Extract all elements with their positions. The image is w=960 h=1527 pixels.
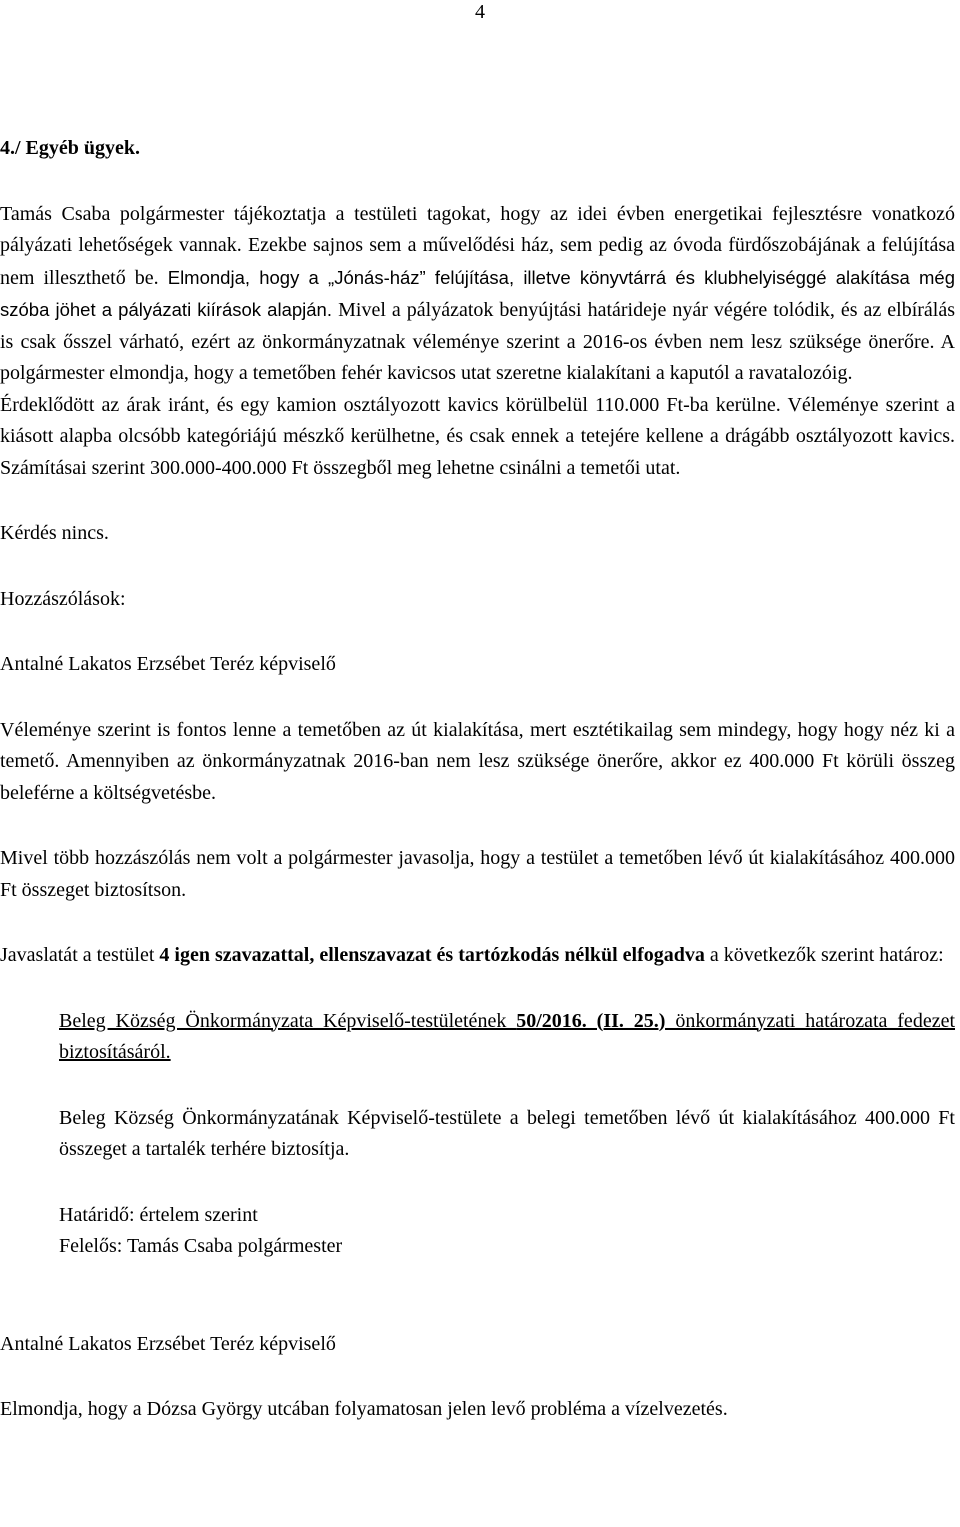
price-paragraph: Érdeklődött az árak iránt, és egy kamion osztályozott kavics körülbelül 110.000 Ft-ba kerülne. Véleménye szerint a kiásott alapba olcsóbb kategóriájú mészkő kerülhetne, és csak ennek a tetejére kellene a drágább osztályozott kavics. Számításai szerint 300.000-400.000 Ft összegből meg lehetne csinálni a temetői utat.	[0, 393, 955, 479]
vote-result	[0, 940, 955, 972]
resolution-number: 50/2016. (II. 25.)	[516, 1009, 666, 1032]
resolution-body: Beleg Község Önkormányzatának Képviselő-testülete a belegi temetőben lévő út kialakításához 400.000 Ft összeget a tartalék terhére biztosítja.	[59, 1106, 955, 1160]
resolution-title	[59, 1006, 955, 1069]
report-text-b: Elmondja, hogy a „Jónás-ház” felújítása, illetve könyvtárrá és klubhelyiséggé alakítása még szóba jöhet a pályázati kiírások alapján.	[0, 266, 956, 320]
resolution-responsible: Felelős: Tamás Csaba polgármester	[59, 1235, 343, 1257]
report-text-a: Tamás Csaba polgármester tájékoztatja a testületi tagokat, hogy az idei évben energetikai fejlesztésre vonatkozó pályázati lehetőségek vannak. Ezekbe sajnos sem a művelődési ház, sem pedig az óvoda fürdőszobájának a felújítása nem illeszthető be.	[0, 202, 955, 289]
mayor-report-paragraph	[0, 199, 955, 390]
speaker-name: Antalné Lakatos Erzsébet Teréz képviselő	[0, 653, 336, 675]
vote-suffix: a következők szerint határoz:	[704, 944, 944, 966]
resolution-title-a: Beleg Község Önkormányzata Képviselő-testületének	[59, 1009, 517, 1032]
no-questions: Kérdés nincs.	[0, 522, 109, 544]
resolution-title-c: önkormányzati határozata fedezet biztosításáról.	[59, 1009, 956, 1063]
vote-bold: 4 igen szavazattal, ellenszavazat és tartózkodás nélkül elfogadva	[159, 944, 705, 966]
speaker-comment: Véleménye szerint is fontos lenne a temetőben az út kialakítása, mert esztétikailag sem mindegy, hogy hogy néz ki a temető. Amennyiben az önkormányzatnak 2016-ban nem lesz szüksége önerőre, akkor ez 400.000 Ft körüli összeg beleférne a költségvetésbe.	[0, 718, 955, 804]
page-number: 4	[475, 1, 485, 23]
report-text-c: Mivel a pályázatok benyújtási határideje nyár végére tolódik, és az elbírálás is csak ősszel várható, ezért az önkormányzatnak véleménye szerint a 2016-os évben nem lesz szüksége önerőre. A polgármester elmondja, hogy a temetőben fehér kavicsos utat szeretne kialakítani a kaputól a ravatalozóig.	[0, 299, 955, 384]
resolution-deadline: Határidő: értelem szerint	[59, 1203, 258, 1226]
mayor-proposal: Mivel több hozzászólás nem volt a polgármester javasolja, hogy a testület a temetőben lévő út kialakításához 400.000 Ft összeget biztosítson.	[0, 847, 955, 901]
section-heading: 4./ Egyéb ügyek.	[0, 137, 141, 159]
comments-label: Hozzászólások:	[0, 587, 126, 610]
speaker-name-2: Antalné Lakatos Erzsébet Teréz képviselő	[0, 1332, 336, 1355]
speaker-comment-2: Elmondja, hogy a Dózsa György utcában folyamatosan jelen levő probléma a vízelvezetés.	[0, 1398, 728, 1420]
vote-prefix: Javaslatát a testület	[0, 944, 160, 966]
resolution-block	[59, 1006, 955, 1263]
document-body	[0, 133, 955, 1426]
